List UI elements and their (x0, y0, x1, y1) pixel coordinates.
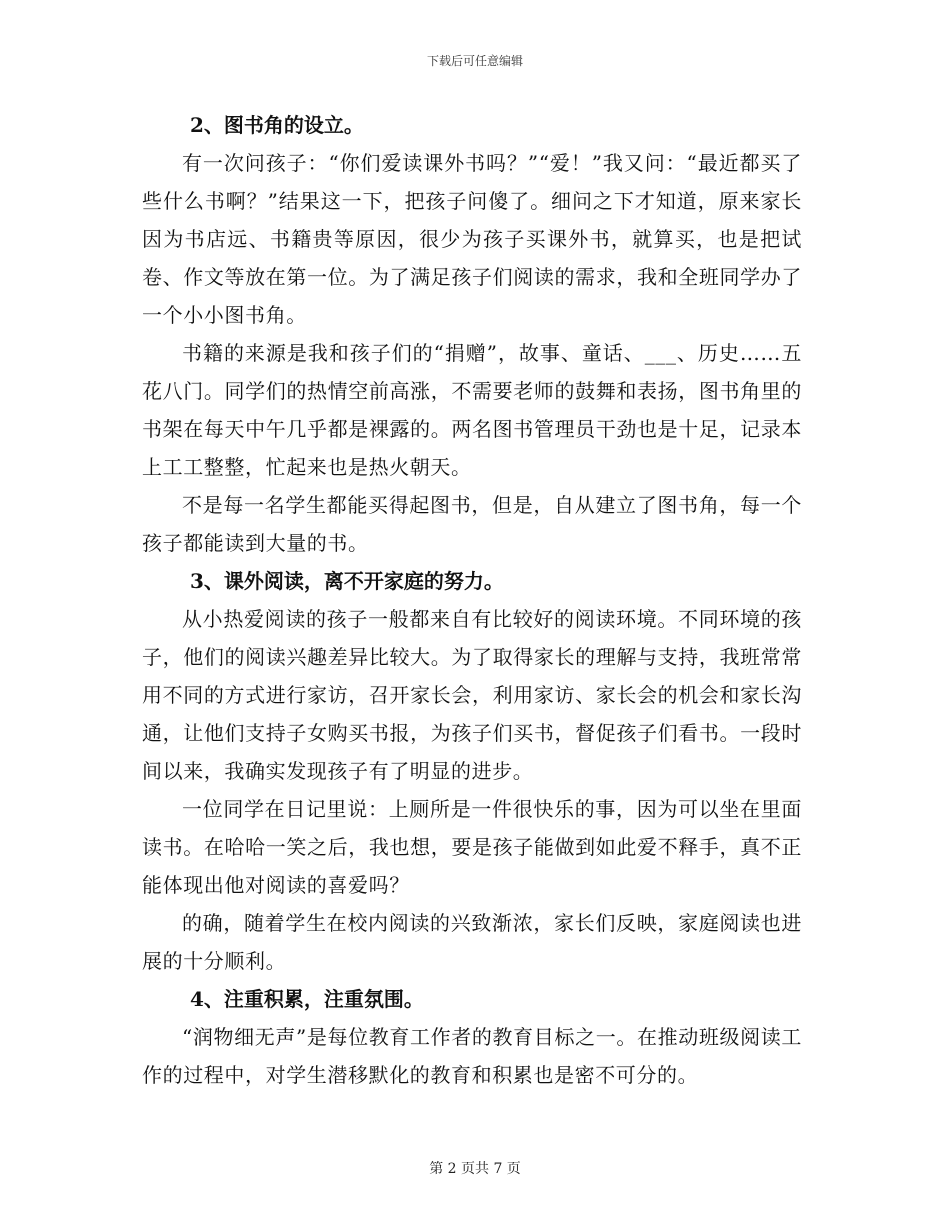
section-accumulation (142, 980, 802, 1094)
section-heading: 3、课外阅读，离不开家庭的努力。 (190, 569, 504, 593)
section-library-corner (142, 106, 802, 562)
paragraph: 的确，随着学生在校内阅读的兴致渐浓，家长们反映，家庭阅读也进展的十分顺利。 (142, 911, 802, 973)
page-number: 第 2 页共 7 页 (429, 1161, 521, 1177)
paragraph: 不是每一名学生都能买得起图书，但是，自从建立了图书角，每一个孩子都能读到大量的书。 (142, 493, 802, 555)
page-header: 下载后可任意编辑 (426, 54, 523, 68)
paragraph: 从小热爱阅读的孩子一般都来自有比较好的阅读环境。不同环境的孩子，他们的阅读兴趣差异比较大。为了取得家长的理解与支持，我班常常用不同的方式进行家访，召开家长会，利用家访、家长会的机会和家长沟通，让他们支持子女购买书报，为孩子们买书，督促孩子们看书。一段时间以来，我确实发现孩子有了明显的进步。 (142, 607, 802, 783)
section-heading: 4、注重积累，注重氛围。 (190, 987, 424, 1011)
document-body (142, 106, 802, 1094)
paragraph: 书籍的来源是我和孩子们的“捐赠”，故事、童话、___、历史……五花八门。同学们的热情空前高涨，不需要老师的鼓舞和表扬，图书角里的书架在每天中午几乎都是裸露的。两名图书管理员干劲也是十足，记录本上工工整整，忙起来也是热火朝天。 (142, 341, 802, 479)
paragraph: 一位同学在日记里说：上厕所是一件很快乐的事，因为可以坐在里面读书。在哈哈一笑之后，我也想，要是孩子能做到如此爱不释手，真不正能体现出他对阅读的喜爱吗？ (142, 797, 802, 897)
section-heading: 2、图书角的设立。 (190, 113, 364, 137)
section-family-support (142, 562, 802, 980)
paragraph: 有一次问孩子：“你们爱读课外书吗？”“爱！”我又问：“最近都买了些什么书啊？”结果这一下，把孩子问傻了。细问之下才知道，原来家长因为书店远、书籍贵等原因，很少为孩子买课外书，就算买，也是把试卷、作文等放在第一位。为了满足孩子们阅读的需求，我和全班同学办了一个小小图书角。 (142, 151, 802, 327)
paragraph: “润物细无声”是每位教育工作者的教育目标之一。在推动班级阅读工作的过程中，对学生潜移默化的教育和积累也是密不可分的。 (142, 1025, 802, 1087)
